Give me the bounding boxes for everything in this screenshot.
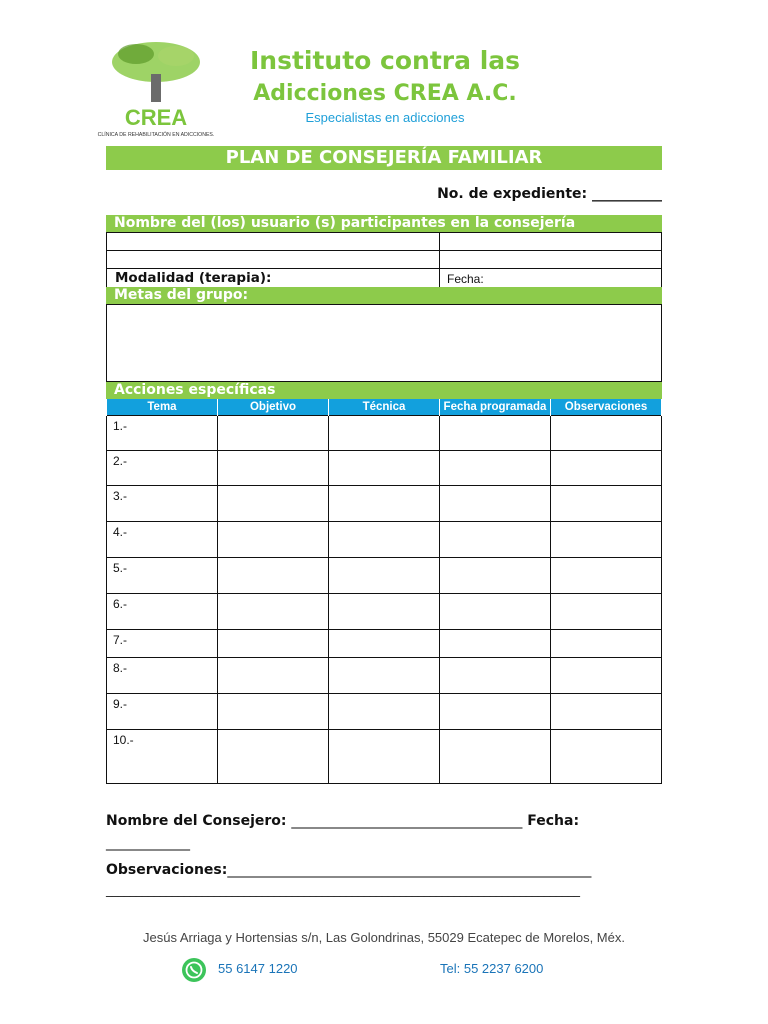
table-cell[interactable]	[440, 630, 551, 658]
metas-textarea[interactable]	[106, 304, 662, 382]
row-number-cell[interactable]: 10.-	[107, 730, 218, 784]
table-cell[interactable]	[551, 730, 662, 784]
table-row	[107, 658, 662, 694]
table-cell[interactable]	[551, 630, 662, 658]
logo-text: CREA	[124, 105, 188, 130]
table-cell[interactable]	[440, 486, 551, 522]
table-cell[interactable]	[329, 730, 440, 784]
table-cell[interactable]	[551, 522, 662, 558]
row-number-cell[interactable]: 2.-	[107, 451, 218, 486]
row-number-cell[interactable]: 9.-	[107, 694, 218, 730]
table-cell[interactable]	[440, 522, 551, 558]
table-cell[interactable]	[218, 486, 329, 522]
row-number-cell[interactable]: 5.-	[107, 558, 218, 594]
consejero-field[interactable]	[106, 810, 666, 854]
fecha-field[interactable]: Fecha:	[439, 268, 662, 288]
logo-caption: CLÍNICA DE REHABILITACIÓN EN ADICCIONES.	[97, 132, 215, 138]
acciones-table	[106, 399, 662, 784]
table-cell[interactable]	[218, 594, 329, 630]
table-cell[interactable]	[329, 451, 440, 486]
table-cell[interactable]	[329, 522, 440, 558]
table-cell[interactable]	[440, 416, 551, 451]
consejero-fecha-line[interactable]: ____________	[106, 835, 190, 851]
table-cell[interactable]	[440, 558, 551, 594]
document-title: PLAN DE CONSEJERÍA FAMILIAR	[106, 146, 662, 170]
whatsapp-icon	[181, 957, 207, 983]
row-number-cell[interactable]: 7.-	[107, 630, 218, 658]
org-name-line1: Instituto contra las	[249, 46, 521, 75]
participants-header: Nombre del (los) usuario (s) participantes en la consejería	[106, 215, 662, 232]
row-number-cell[interactable]: 6.-	[107, 594, 218, 630]
table-cell[interactable]	[218, 630, 329, 658]
participant-cell[interactable]	[439, 232, 662, 251]
table-cell[interactable]	[218, 694, 329, 730]
row-number-cell[interactable]: 8.-	[107, 658, 218, 694]
table-cell[interactable]	[551, 416, 662, 451]
table-cell[interactable]	[329, 630, 440, 658]
table-row	[107, 594, 662, 630]
table-cell[interactable]	[551, 451, 662, 486]
table-cell[interactable]	[440, 658, 551, 694]
table-cell[interactable]	[218, 730, 329, 784]
table-cell[interactable]	[218, 522, 329, 558]
col-fecha-programada: Fecha programada	[440, 399, 551, 416]
table-row	[107, 730, 662, 784]
address: Jesús Arriaga y Hortensias s/n, Las Golondrinas, 55029 Ecatepec de Morelos, Méx.	[143, 930, 625, 945]
row-number-cell[interactable]: 3.-	[107, 486, 218, 522]
table-row	[107, 522, 662, 558]
table-cell[interactable]	[218, 451, 329, 486]
col-objetivo: Objetivo	[218, 399, 329, 416]
table-cell[interactable]	[329, 486, 440, 522]
telephone-number[interactable]: Tel: 55 2237 6200	[440, 961, 544, 976]
consejero-label: Nombre del Consejero:	[106, 813, 287, 829]
table-cell[interactable]	[551, 658, 662, 694]
table-row	[107, 451, 662, 486]
col-tecnica: Técnica	[329, 399, 440, 416]
table-cell[interactable]	[329, 416, 440, 451]
table-cell[interactable]	[329, 594, 440, 630]
observaciones-label: Observaciones:	[106, 862, 228, 878]
participant-cell[interactable]	[106, 232, 440, 251]
acciones-header: Acciones específicas	[106, 382, 662, 399]
table-row	[107, 558, 662, 594]
table-cell[interactable]	[440, 694, 551, 730]
table-cell[interactable]	[551, 558, 662, 594]
expediente-field[interactable]: No. de expediente: __________	[437, 186, 662, 202]
participant-cell[interactable]	[439, 250, 662, 269]
table-cell[interactable]	[218, 416, 329, 451]
table-row	[107, 416, 662, 451]
observaciones-line-2[interactable]: _______________________________________________________________________________	[106, 883, 580, 897]
metas-header: Metas del grupo:	[106, 287, 662, 304]
table-cell[interactable]	[440, 594, 551, 630]
table-cell[interactable]	[440, 730, 551, 784]
table-cell[interactable]	[551, 694, 662, 730]
table-cell[interactable]	[440, 451, 551, 486]
table-row	[107, 630, 662, 658]
table-cell[interactable]	[551, 594, 662, 630]
row-number-cell[interactable]: 4.-	[107, 522, 218, 558]
table-cell[interactable]	[329, 558, 440, 594]
consejero-line[interactable]: _________________________________	[291, 813, 523, 829]
modalidad-field[interactable]: Modalidad (terapia):	[106, 268, 440, 288]
col-tema: Tema	[107, 399, 218, 416]
table-cell[interactable]	[218, 558, 329, 594]
col-observaciones: Observaciones	[551, 399, 662, 416]
table-cell[interactable]	[218, 658, 329, 694]
table-cell[interactable]	[329, 658, 440, 694]
table-row	[107, 694, 662, 730]
participant-cell[interactable]	[106, 250, 440, 269]
table-header-row	[107, 399, 662, 416]
row-number-cell[interactable]: 1.-	[107, 416, 218, 451]
table-cell[interactable]	[551, 486, 662, 522]
table-cell[interactable]	[329, 694, 440, 730]
tagline: Especialistas en adicciones	[305, 110, 465, 125]
consejero-fecha-label: Fecha:	[527, 813, 580, 829]
table-row	[107, 486, 662, 522]
observaciones-field[interactable]	[106, 860, 666, 900]
whatsapp-number[interactable]: 55 6147 1220	[218, 961, 298, 976]
observaciones-line[interactable]: ____________________________________________________	[227, 862, 592, 878]
org-name-line2: Adicciones CREA A.C.	[253, 81, 517, 106]
crea-logo	[97, 36, 215, 146]
